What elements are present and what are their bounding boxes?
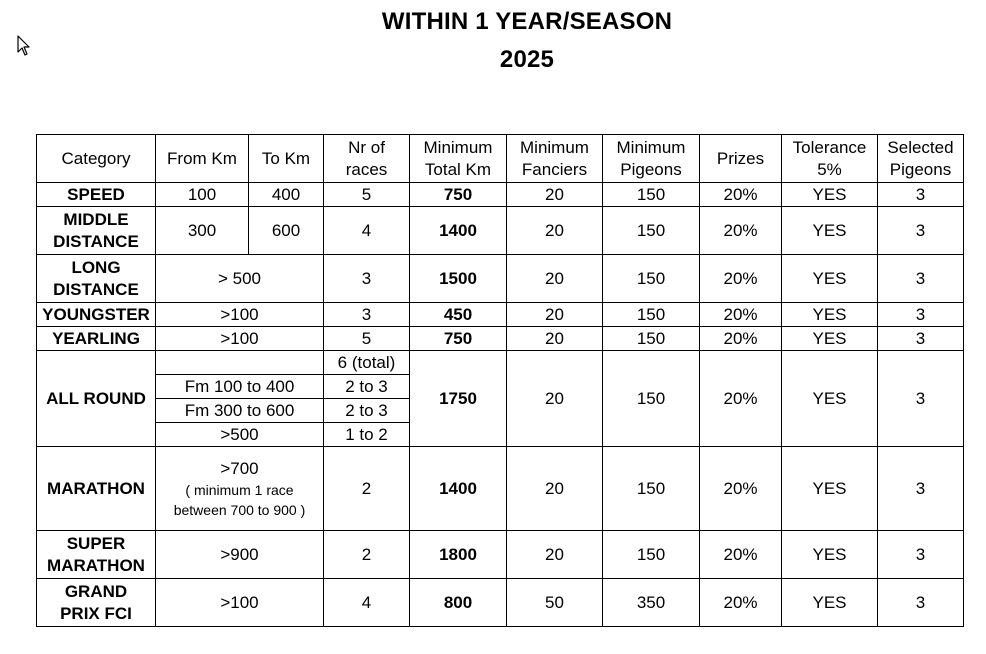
races-cell: 2 [324, 531, 410, 579]
total-km-cell: 800 [410, 579, 507, 627]
total-km-cell: 750 [410, 327, 507, 351]
distance-cell: Fm 100 to 400 [156, 375, 324, 399]
table-row-yearling [37, 327, 964, 351]
from-km-cell: 100 [156, 183, 249, 207]
page-year: 2025 [499, 46, 555, 73]
table-row-middle-distance [37, 207, 964, 255]
category-cell: ALL ROUND [37, 351, 156, 447]
table-row-super-marathon [37, 531, 964, 579]
fanciers-cell: 20 [507, 351, 603, 447]
selected-cell: 3 [878, 447, 964, 531]
tolerance-cell: YES [782, 447, 878, 531]
tolerance-cell: YES [782, 183, 878, 207]
header-min-fanciers: Minimum Fanciers [507, 135, 603, 183]
pigeons-cell: 350 [603, 579, 700, 627]
races-cell: 3 [324, 255, 410, 303]
distance-cell: >100 [156, 327, 324, 351]
category-cell: YOUNGSTER [37, 303, 156, 327]
selected-cell: 3 [878, 303, 964, 327]
category-cell: LONG DISTANCE [37, 255, 156, 303]
table-row-grand-prix-fci [37, 579, 964, 627]
selected-cell: 3 [878, 531, 964, 579]
table-header-row [37, 135, 964, 183]
races-cell: 2 to 3 [324, 375, 410, 399]
to-km-cell: 600 [249, 207, 324, 255]
distance-cell: >700 ( minimum 1 race between 700 to 900 ) [156, 447, 324, 531]
prizes-cell: 20% [700, 183, 782, 207]
header-min-total-km: Minimum Total Km [410, 135, 507, 183]
distance-cell: >100 [156, 303, 324, 327]
header-nr-races: Nr of races [324, 135, 410, 183]
prizes-cell: 20% [700, 303, 782, 327]
races-cell: 3 [324, 303, 410, 327]
prizes-cell: 20% [700, 327, 782, 351]
tolerance-cell: YES [782, 327, 878, 351]
prizes-cell: 20% [700, 531, 782, 579]
header-from-km: From Km [156, 135, 249, 183]
pigeons-cell: 150 [603, 255, 700, 303]
category-cell: MARATHON [37, 447, 156, 531]
total-km-cell: 1400 [410, 207, 507, 255]
total-km-cell: 450 [410, 303, 507, 327]
races-cell: 4 [324, 579, 410, 627]
races-cell: 4 [324, 207, 410, 255]
table-row-long-distance [37, 255, 964, 303]
to-km-cell: 400 [249, 183, 324, 207]
tolerance-cell: YES [782, 255, 878, 303]
fanciers-cell: 20 [507, 303, 603, 327]
tolerance-cell: YES [782, 351, 878, 447]
category-cell: GRAND PRIX FCI [37, 579, 156, 627]
distance-cell: Fm 300 to 600 [156, 399, 324, 423]
category-cell: MIDDLE DISTANCE [37, 207, 156, 255]
selected-cell: 3 [878, 579, 964, 627]
prizes-cell: 20% [700, 207, 782, 255]
prizes-cell: 20% [700, 351, 782, 447]
prizes-cell: 20% [700, 255, 782, 303]
distance-cell: >100 [156, 579, 324, 627]
races-cell: 5 [324, 327, 410, 351]
tolerance-cell: YES [782, 579, 878, 627]
selected-cell: 3 [878, 183, 964, 207]
fanciers-cell: 20 [507, 183, 603, 207]
fanciers-cell: 20 [507, 327, 603, 351]
races-cell: 2 [324, 447, 410, 531]
prizes-cell: 20% [700, 447, 782, 531]
races-cell: 2 to 3 [324, 399, 410, 423]
tolerance-cell: YES [782, 303, 878, 327]
distance-cell-empty [156, 351, 324, 375]
tolerance-cell: YES [782, 207, 878, 255]
races-cell: 5 [324, 183, 410, 207]
header-tolerance: Tolerance 5% [782, 135, 878, 183]
pigeons-cell: 150 [603, 447, 700, 531]
pigeons-cell: 150 [603, 531, 700, 579]
selected-cell: 3 [878, 351, 964, 447]
header-to-km: To Km [249, 135, 324, 183]
fanciers-cell: 20 [507, 447, 603, 531]
table-row-youngster [37, 303, 964, 327]
prizes-cell: 20% [700, 579, 782, 627]
races-total-cell: 6 (total) [324, 351, 410, 375]
table-row-marathon [37, 447, 964, 531]
total-km-cell: 1500 [410, 255, 507, 303]
fanciers-cell: 20 [507, 207, 603, 255]
pigeons-cell: 150 [603, 351, 700, 447]
category-cell: SUPER MARATHON [37, 531, 156, 579]
total-km-cell: 1800 [410, 531, 507, 579]
table-row-speed [37, 183, 964, 207]
races-cell: 1 to 2 [324, 423, 410, 447]
header-category: Category [37, 135, 156, 183]
table-row-all-round [37, 351, 964, 375]
page-title: WITHIN 1 YEAR/SEASON [381, 8, 673, 35]
requirements-table [36, 134, 964, 627]
fanciers-cell: 20 [507, 531, 603, 579]
category-cell: SPEED [37, 183, 156, 207]
header-selected-pigeons: Selected Pigeons [878, 135, 964, 183]
header-prizes: Prizes [700, 135, 782, 183]
total-km-cell: 1750 [410, 351, 507, 447]
distance-cell: >900 [156, 531, 324, 579]
distance-cell: >500 [156, 423, 324, 447]
pigeons-cell: 150 [603, 327, 700, 351]
selected-cell: 3 [878, 255, 964, 303]
pigeons-cell: 150 [603, 303, 700, 327]
total-km-cell: 750 [410, 183, 507, 207]
distance-cell: > 500 [156, 255, 324, 303]
from-km-cell: 300 [156, 207, 249, 255]
pigeons-cell: 150 [603, 183, 700, 207]
category-cell: YEARLING [37, 327, 156, 351]
selected-cell: 3 [878, 207, 964, 255]
tolerance-cell: YES [782, 531, 878, 579]
total-km-cell: 1400 [410, 447, 507, 531]
selected-cell: 3 [878, 327, 964, 351]
header-min-pigeons: Minimum Pigeons [603, 135, 700, 183]
fanciers-cell: 20 [507, 255, 603, 303]
fanciers-cell: 50 [507, 579, 603, 627]
pigeons-cell: 150 [603, 207, 700, 255]
